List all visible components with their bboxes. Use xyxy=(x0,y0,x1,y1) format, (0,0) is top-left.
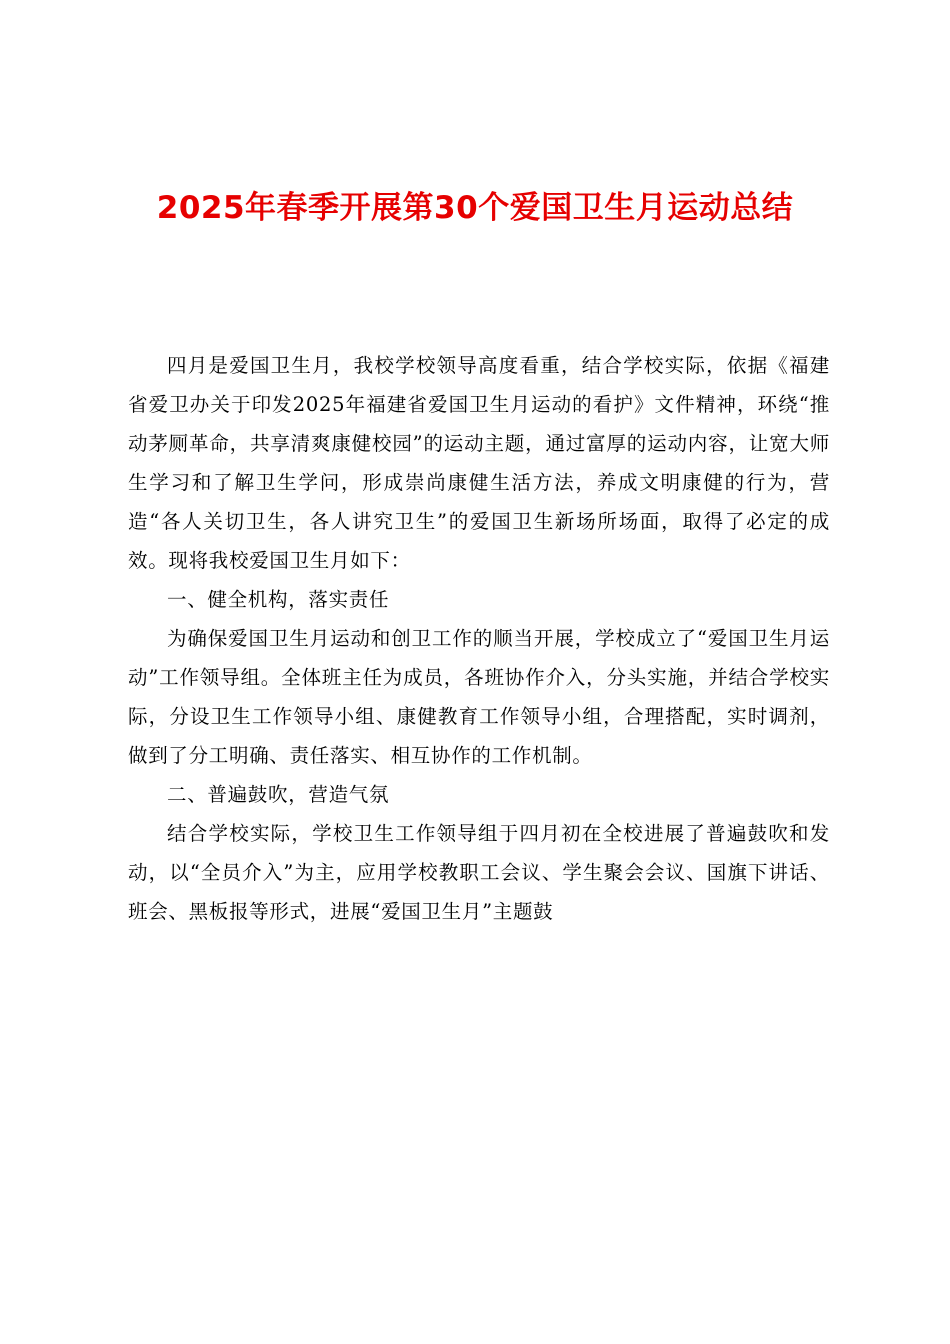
document-body xyxy=(128,346,830,931)
paragraph-section-2: 结合学校实际，学校卫生工作领导组于四月初在全校进展了普遍鼓吹和发动，以“全员介入”为主，应用学校教职工会议、学生聚会会议、国旗下讲话、班会、黑板报等形式，进展“爱国卫生月”主题鼓 xyxy=(128,822,830,923)
section-heading-2: 二、普遍鼓吹，营造气氛 xyxy=(167,783,390,806)
paragraph-section-1: 为确保爱国卫生月运动和创卫工作的顺当开展，学校成立了“爱国卫生月运动”工作领导组。全体班主任为成员，各班协作介入，分头实施，并结合学校实际，分设卫生工作领导小组、康健教育工作领导小组，合理搭配，实时调剂，做到了分工明确、责任落实、相互协作的工作机制。 xyxy=(128,627,830,767)
paragraph-intro: 四月是爱国卫生月，我校学校领导高度看重，结合学校实际，依据《福建省爱卫办关于印发2025年福建省爱国卫生月运动的看护》文件精神，环绕“推动茅厕革命，共享清爽康健校园”的运动主题，通过富厚的运动内容，让宽大师生学习和了解卫生学问，形成崇尚康健生活方法，养成文明康健的行为，营造“各人关切卫生，各人讲究卫生”的爱国卫生新场所场面，取得了必定的成效。现将我校爱国卫生月如下： xyxy=(128,354,830,572)
section-heading-1: 一、健全机构，落实责任 xyxy=(167,588,390,611)
document-title: 2025年春季开展第30个爱国卫生月运动总结 xyxy=(156,190,794,226)
